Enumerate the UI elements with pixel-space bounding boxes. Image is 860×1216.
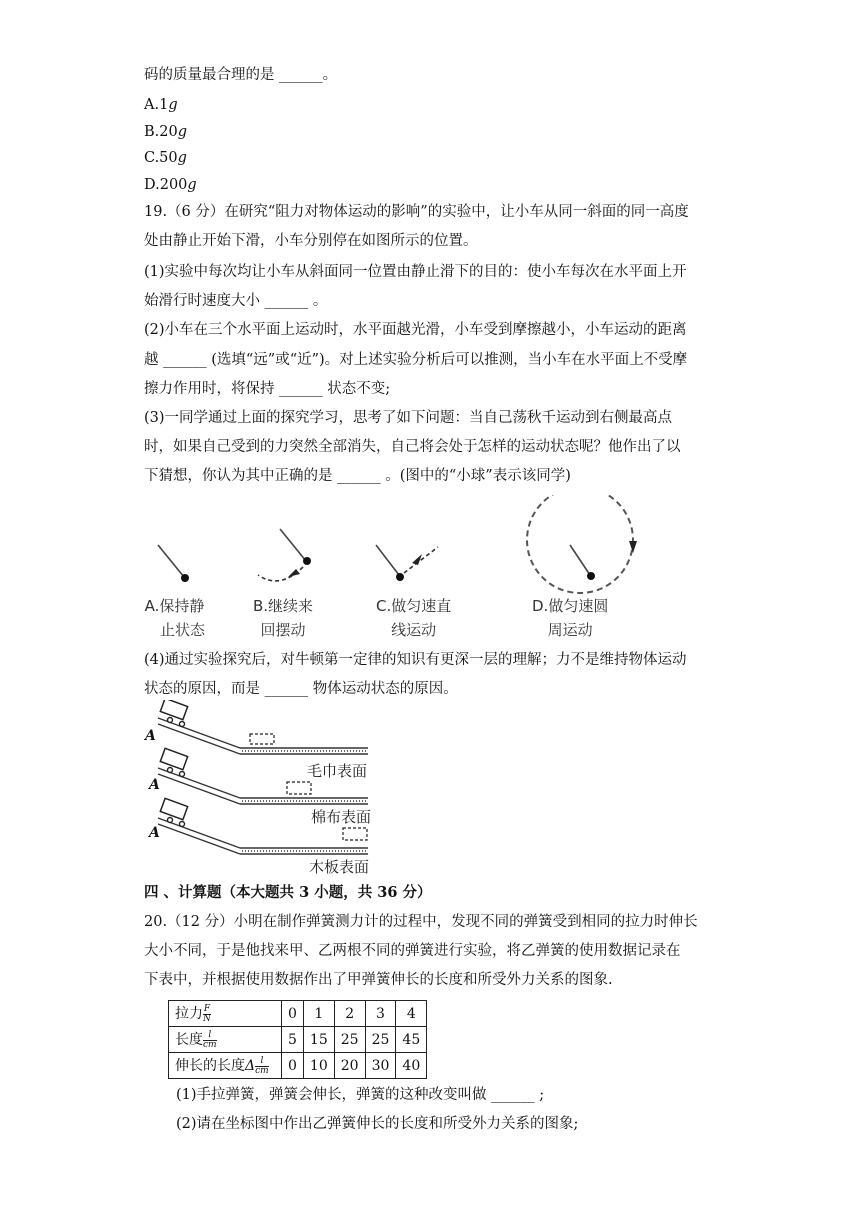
option-c-string [376, 545, 399, 575]
start-point-a-2: A [149, 777, 160, 793]
surface-label-cotton: 棉布表面 [311, 808, 372, 826]
q20-sub-2: (2)请在坐标图中作出乙弹簧伸长的长度和所受外力关系的图象; [176, 1116, 579, 1132]
q19-p1-line-1: (1)实验中每次均让小车从斜面同一位置由静止滑下的目的：使小车每次在水平面上开 [144, 264, 687, 280]
row-header-force: 拉力 $\frac{F}{N}$ [169, 1001, 282, 1027]
table-row [169, 1053, 427, 1079]
q19-p4-line-2: 状态的原因，而是 ______ 物体运动状态的原因。 [144, 681, 458, 697]
option-d-circle [527, 495, 633, 593]
q19-p2-line-2: 越 ______ (选填“远”或“近”)。对上述实验分析后可以推测，当小车在水平面上不受摩 [144, 352, 688, 368]
table-row [169, 1001, 427, 1027]
option-d-label: D.做匀速圆 周运动 [532, 597, 609, 639]
row-header-extension: 伸长的长度Δ $\frac{l}{cm}$ [169, 1053, 282, 1079]
q19-line-2: 处由静止开始下滑，小车分别停在如图所示的位置。 [144, 233, 478, 249]
table-cell: 25 [365, 1027, 396, 1053]
option-a-label: A.保持静 止状态 [144, 597, 206, 639]
option-b-ball [303, 557, 311, 565]
q18-text-end: 码的质量最合理的是 ______。 [144, 67, 338, 83]
swing-options-figure [140, 495, 640, 605]
table-cell: 5 [282, 1027, 304, 1053]
option-b-arrow [288, 569, 300, 577]
table-cell: 15 [303, 1027, 334, 1053]
option-a-string [158, 545, 184, 577]
option-c: C.50g [144, 150, 187, 166]
surface-label-towel: 毛巾表面 [307, 762, 368, 780]
spring-data-table [168, 1000, 427, 1079]
table-cell: 20 [334, 1053, 365, 1079]
q19-p3-line-2: 时，如果自己受到的力突然全部消失，自己将会处于怎样的运动状态呢？他作出了以 [144, 439, 681, 455]
option-d-ball [587, 572, 595, 580]
q19-p2-line-3: 擦力作用时，将保持 ______ 状态不变; [144, 381, 391, 397]
cart-2 [160, 748, 187, 769]
option-b-label: B.继续来 回摆动 [253, 597, 314, 639]
option-d: D.200g [144, 177, 197, 193]
q20-line-3: 下表中，并根据使用数据作出了甲弹簧伸长的长度和所受外力关系的图象. [144, 972, 613, 988]
option-c-ball [396, 573, 404, 581]
table-cell: 0 [282, 1001, 304, 1027]
section-four-heading: 四 、计算题（本大题共 3 小题，共 36 分） [144, 884, 432, 901]
table-cell: 10 [303, 1053, 334, 1079]
table-cell: 45 [396, 1027, 427, 1053]
table-cell: 25 [334, 1027, 365, 1053]
table-cell: 1 [303, 1001, 334, 1027]
option-d-string [570, 545, 590, 575]
table-row [169, 1027, 427, 1053]
table-cell: 2 [334, 1001, 365, 1027]
table-cell: 40 [396, 1053, 427, 1079]
q19-p2-line-1: (2)小车在三个水平面上运动时，水平面越光滑，小车受到摩擦越小，小车运动的距离 [144, 322, 687, 338]
q19-p3-line-1: (3)一同学通过上面的探究学习，思考了如下问题：当自己荡秋千运动到右侧最高点 [144, 410, 673, 426]
option-b-string [280, 529, 306, 561]
cart-1 [160, 700, 187, 720]
option-a: A.1g [144, 97, 178, 113]
stop-position-1 [250, 734, 274, 744]
q20-line-2: 大小不同，于是他找来甲、乙两根不同的弹簧进行实验，将乙弹簧的使用数据记录在 [144, 943, 681, 959]
table-cell: 3 [365, 1001, 396, 1027]
q19-p3-line-3: 下猜想，你认为其中正确的是 ______ 。(图中的“小球”表示该同学) [144, 468, 571, 484]
row-header-length: 长度 $\frac{l}{cm}$ [169, 1027, 282, 1053]
table-cell: 0 [282, 1053, 304, 1079]
q19-p1-line-2: 始滑行时速度大小 ______ 。 [144, 293, 328, 309]
surface-label-wood: 木板表面 [309, 858, 370, 876]
option-d-arrow [629, 541, 637, 553]
q20-sub-1: (1)手拉弹簧，弹簧会伸长，弹簧的这种改变叫做 ______ ; [176, 1087, 545, 1103]
option-c-path [404, 547, 438, 573]
start-point-a-3: A [149, 825, 160, 841]
q19-p4-line-1: (4)通过实验探究后，对牛顿第一定律的知识有更深一层的理解；力不是维持物体运动 [144, 652, 687, 668]
q20-line-1: 20.（12 分）小明在制作弹簧测力计的过程中，发现不同的弹簧受到相同的拉力时伸长 [144, 914, 698, 930]
option-a-ball [181, 574, 189, 582]
stop-position-2 [287, 782, 311, 794]
option-b: B.20g [144, 124, 188, 140]
start-point-a-1: A [145, 728, 156, 744]
ramp-towel [158, 700, 368, 754]
q19-line-1: 19.（6 分）在研究“阻力对物体运动的影响”的实验中，让小车从同一斜面的同一高度 [144, 204, 689, 220]
table-cell: 30 [365, 1053, 396, 1079]
option-c-label: C.做匀速直 线运动 [376, 597, 452, 639]
stop-position-3 [343, 828, 367, 840]
table-cell: 4 [396, 1001, 427, 1027]
cart-3 [160, 798, 187, 819]
